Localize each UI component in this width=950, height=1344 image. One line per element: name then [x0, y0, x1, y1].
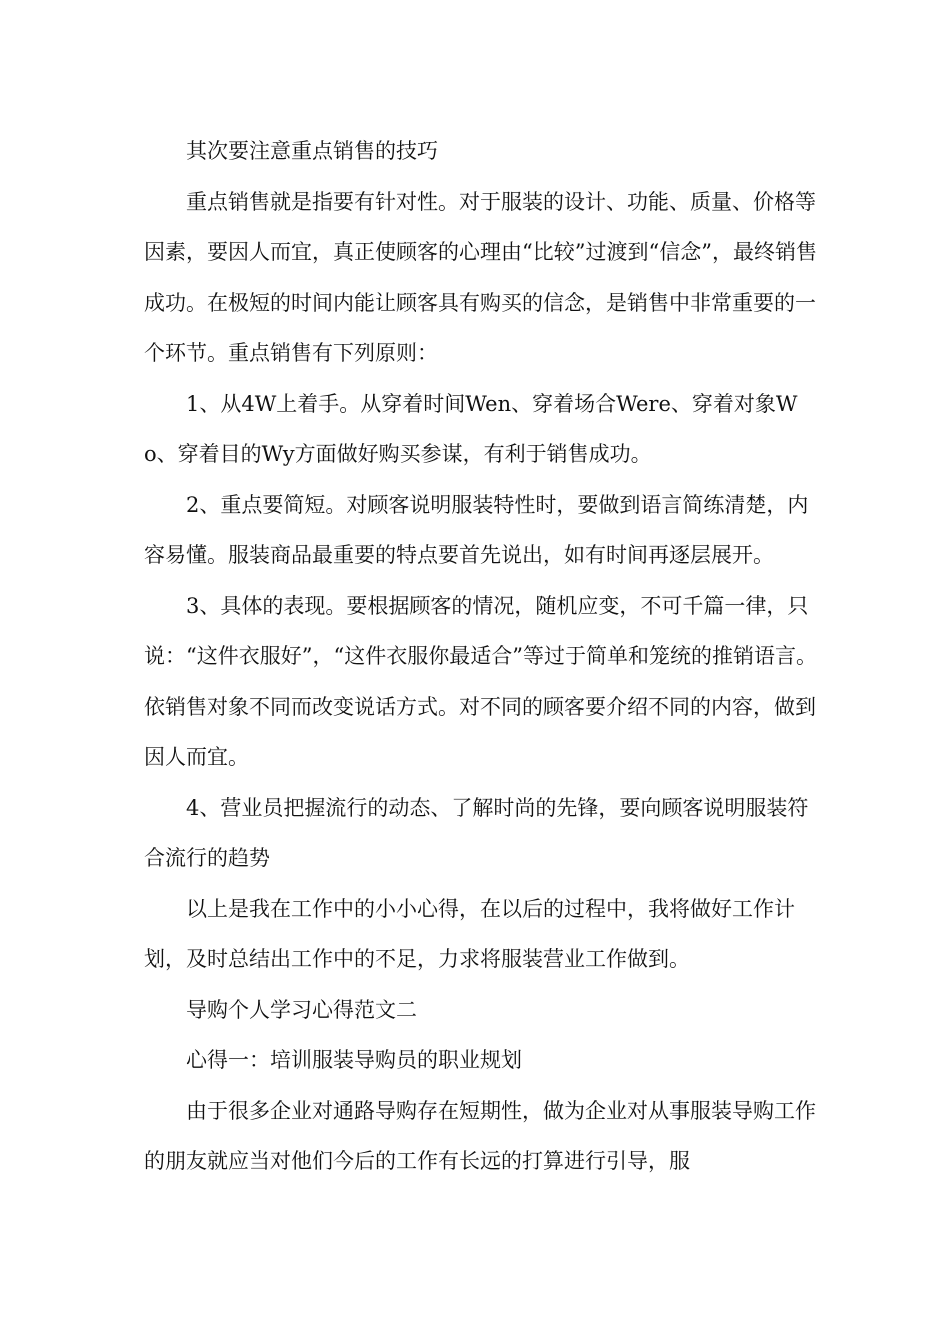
paragraph-focused-sales: 重点销售就是指要有针对性。对于服装的设计、功能、质量、价格等因素，要因人而宜，真正使顾客的心理由“比较”过渡到“信念”，最终销售成功。在极短的时间内能让顾客具有购买的信念，是销售中非常重要的一个环节。重点销售有下列原则： — [144, 189, 817, 365]
subheading-insight-one: 心得一：培训服装导购员的职业规划 — [186, 1048, 522, 1072]
section-heading-sample-two: 导购个人学习心得范文二 — [186, 997, 417, 1022]
document-body — [144, 126, 820, 1187]
section-heading-sales-skills: 其次要注意重点销售的技巧 — [186, 139, 438, 163]
list-item-2: 2、重点要简短。对顾客说明服装特性时，要做到语言简练清楚，内容易懂。服装商品最重要的特点要首先说出，如有时间再逐层展开。 — [144, 492, 809, 567]
paragraph-career-planning: 由于很多企业对通路导购存在短期性，做为企业对从事服装导购工作的朋友就应当对他们今后的工作有长远的打算进行引导，服 — [144, 1098, 816, 1173]
list-item-1: 1、从4W上着手。从穿着时间Wen、穿着场合Were、穿着对象Wo、穿着目的Wy方面做好购买参谋，有利于销售成功。 — [144, 391, 798, 466]
list-item-3: 3、具体的表现。要根据顾客的情况，随机应变，不可千篇一律，只说：“这件衣服好”，“这件衣服你最适合”等过于简单和笼统的推销语言。依销售对象不同而改变说话方式。对不同的顾客要介绍不同的内容，做到因人而宜。 — [144, 593, 817, 769]
paragraph-summary: 以上是我在工作中的小小心得，在以后的过程中，我将做好工作计划，及时总结出工作中的不足，力求将服装营业工作做到。 — [144, 896, 795, 971]
list-item-4: 4、营业员把握流行的动态、了解时尚的先锋，要向顾客说明服装符合流行的趋势 — [144, 795, 809, 870]
